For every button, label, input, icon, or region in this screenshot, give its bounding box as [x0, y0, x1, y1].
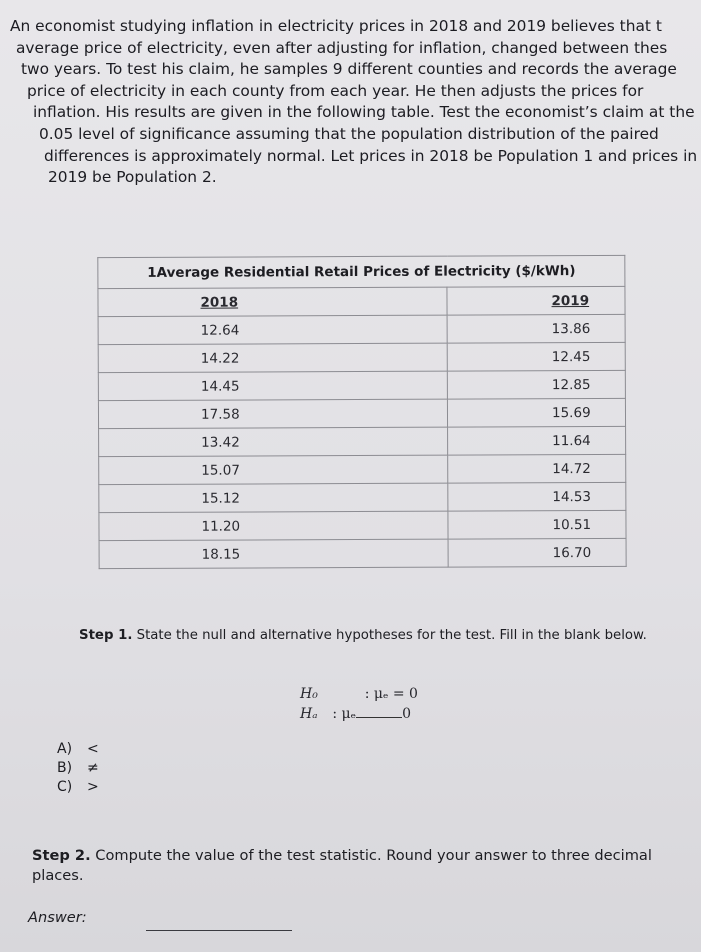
step-2-label: Step 2. — [32, 847, 91, 864]
table-row — [99, 510, 626, 540]
price-2018-cell: 14.22 — [98, 343, 447, 373]
step-1-instructions — [79, 628, 647, 643]
price-2019-cell: 12.45 — [447, 342, 625, 371]
hypotheses — [300, 684, 418, 724]
problem-line: 2019 be Population 2. — [48, 168, 217, 187]
option-b-label: B) — [57, 760, 73, 776]
problem-line: two years. To test his claim, he samples 9 different counties and records the average — [21, 60, 677, 79]
alternative-hypothesis — [300, 704, 418, 724]
option-c[interactable] — [57, 778, 99, 797]
step-2-text: Compute the value of the test statistic. Round your answer to three decimal places. — [32, 847, 652, 884]
problem-line: An economist studying inflation in electricity prices in 2018 and 2019 believes that t — [10, 17, 662, 35]
step-1-label: Step 1. — [79, 628, 133, 643]
table-row — [99, 538, 626, 568]
ha-value: 0 — [402, 706, 411, 722]
price-2019-cell: 10.51 — [448, 510, 626, 539]
price-2019-cell: 13.86 — [447, 314, 625, 343]
price-table — [97, 255, 626, 569]
table-row — [98, 398, 625, 428]
step-1-text: State the null and alternative hypotheses for the test. Fill in the blank below. — [132, 628, 647, 643]
h0-statement: : μₑ = 0 — [364, 686, 418, 702]
h0-symbol: H₀ — [300, 686, 318, 702]
answer-options — [57, 740, 99, 797]
price-2018-cell: 17.58 — [98, 399, 447, 429]
answer-blank[interactable] — [146, 930, 292, 931]
table-row — [99, 454, 626, 484]
price-2018-cell: 12.64 — [98, 315, 447, 345]
price-2018-cell: 15.07 — [99, 455, 448, 485]
option-c-label: C) — [57, 779, 73, 795]
table-row — [98, 342, 625, 372]
problem-statement — [10, 16, 701, 189]
price-2019-cell: 14.53 — [448, 482, 626, 511]
ha-symbol: Hₐ — [300, 706, 318, 722]
problem-line: average price of electricity, even after adjusting for inflation, changed between thes — [16, 38, 668, 57]
price-2019-cell: 16.70 — [448, 538, 626, 567]
table-row — [99, 482, 626, 512]
table-title: 1Average Residential Retail Prices of Electricity ($/kWh) — [98, 255, 625, 288]
step-2-instructions — [32, 846, 692, 886]
table-row — [99, 426, 626, 456]
price-2018-cell: 18.15 — [99, 539, 448, 569]
table-row — [98, 314, 625, 344]
option-c-symbol: > — [87, 779, 99, 795]
problem-line: inflation. His results are given in the following table. Test the economist’s claim at the — [33, 103, 695, 122]
price-2018-cell: 11.20 — [99, 511, 448, 541]
null-hypothesis — [300, 684, 418, 704]
price-2019-cell: 12.85 — [447, 370, 625, 399]
problem-line: price of electricity in each county from each year. He then adjusts the prices for — [27, 81, 644, 100]
table-row — [98, 370, 625, 400]
ha-statement: : μₑ — [332, 706, 357, 722]
price-2019-cell: 11.64 — [448, 426, 626, 455]
option-a-symbol: < — [87, 741, 99, 757]
price-2018-cell: 13.42 — [99, 427, 448, 457]
price-2018-cell: 14.45 — [98, 371, 447, 401]
table-header-row — [98, 286, 625, 316]
answer-label: Answer: — [28, 909, 87, 926]
option-a[interactable] — [57, 740, 99, 759]
option-b-symbol: ≠ — [87, 760, 99, 776]
problem-line: 0.05 level of significance assuming that the population distribution of the paired — [39, 124, 659, 143]
price-2018-cell: 15.12 — [99, 483, 448, 513]
column-header-2019: 2019 — [447, 286, 625, 315]
option-a-label: A) — [57, 741, 73, 757]
price-2019-cell: 15.69 — [447, 398, 625, 427]
problem-line: differences is approximately normal. Let prices in 2018 be Population 1 and prices in — [44, 146, 698, 165]
ha-blank[interactable] — [356, 705, 402, 718]
column-header-2018: 2018 — [98, 287, 447, 317]
option-b[interactable] — [57, 759, 99, 778]
price-table-container — [97, 255, 626, 577]
price-2019-cell: 14.72 — [448, 454, 626, 483]
